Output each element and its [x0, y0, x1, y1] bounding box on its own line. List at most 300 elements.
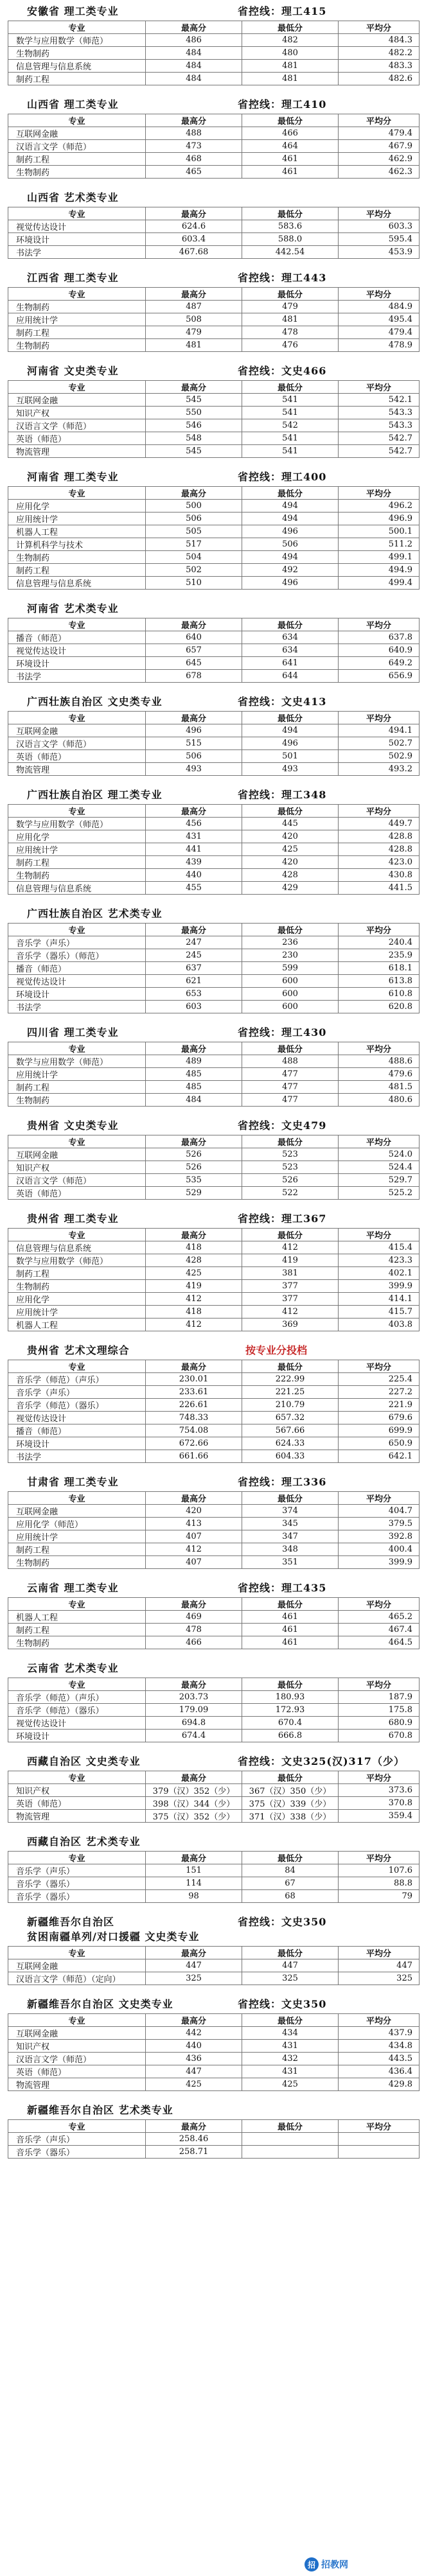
admission-section	[0, 694, 433, 776]
max-score-cell: 545	[146, 394, 242, 407]
table-row	[8, 246, 420, 259]
avg-score-cell: 187.9	[339, 1691, 420, 1704]
max-score-cell: 637	[146, 962, 242, 975]
column-header: 最高分	[146, 712, 242, 724]
min-score-cell: 348	[242, 1543, 339, 1556]
avg-score-cell: 437.9	[339, 2027, 420, 2040]
section-header	[0, 1661, 433, 1675]
avg-score-cell: 225.4	[339, 1373, 420, 1386]
avg-score-cell: 481.5	[339, 1081, 420, 1094]
table-header-row	[8, 1135, 420, 1148]
column-header: 平均分	[339, 381, 420, 394]
score-table	[8, 1597, 420, 1649]
avg-score-cell: 235.9	[339, 949, 420, 962]
table-row	[8, 538, 420, 551]
max-score-cell: 621	[146, 975, 242, 988]
section-header	[0, 787, 433, 802]
max-score-cell: 440	[146, 869, 242, 882]
major-cell: 书法学	[8, 246, 146, 259]
column-header: 平均分	[339, 805, 420, 818]
column-header: 最高分	[146, 1852, 242, 1864]
major-cell: 机器人工程	[8, 525, 146, 538]
max-score-cell: 247	[146, 936, 242, 949]
section-header	[0, 1914, 433, 1929]
max-score-cell: 412	[146, 1319, 242, 1331]
major-cell: 音乐学（声乐）	[8, 936, 146, 949]
major-cell: 应用统计学	[8, 1068, 146, 1081]
column-header: 最低分	[242, 1360, 339, 1373]
table-row	[8, 1055, 420, 1068]
min-score-cell: 221.25	[242, 1386, 339, 1399]
table-row	[8, 1972, 420, 1985]
min-score-cell: 599	[242, 962, 339, 975]
min-score-cell: 496	[242, 525, 339, 538]
column-header: 专业	[8, 1229, 146, 1241]
max-score-cell: 428	[146, 1254, 242, 1267]
score-table	[8, 1135, 420, 1200]
min-score-cell: 230	[242, 949, 339, 962]
avg-score-cell: 542.1	[339, 394, 420, 407]
avg-score-cell: 618.1	[339, 962, 420, 975]
major-cell: 音乐学（声乐）	[8, 1864, 146, 1877]
table-header-row	[8, 381, 420, 394]
max-score-cell: 496	[146, 724, 242, 737]
column-header: 最高分	[146, 114, 242, 127]
min-score-cell: 425	[242, 2078, 339, 2091]
max-score-cell: 258.71	[146, 2146, 242, 2159]
admission-section	[0, 1581, 433, 1649]
score-table	[8, 114, 420, 179]
major-cell: 信息管理与信息系统	[8, 60, 146, 73]
max-score-cell: 640	[146, 631, 242, 644]
avg-score-cell: 613.8	[339, 975, 420, 988]
table-row	[8, 1319, 420, 1331]
major-cell: 英语（师范）	[8, 2065, 146, 2078]
avg-score-cell: 434.8	[339, 2040, 420, 2053]
avg-score-cell: 642.1	[339, 1450, 420, 1463]
major-cell: 应用化学	[8, 1293, 146, 1306]
avg-score-cell: 402.1	[339, 1267, 420, 1280]
column-header: 最高分	[146, 805, 242, 818]
max-score-cell: 412	[146, 1293, 242, 1306]
major-cell: 书法学	[8, 1450, 146, 1463]
table-row	[8, 1424, 420, 1437]
table-header-row	[8, 1947, 420, 1959]
avg-score-cell: 543.3	[339, 419, 420, 432]
avg-score-cell: 640.9	[339, 644, 420, 657]
admission-section	[0, 1754, 433, 1823]
avg-score-cell: 359.4	[339, 1810, 420, 1823]
admission-section	[0, 364, 433, 458]
min-score-cell: 522	[242, 1187, 339, 1200]
max-score-cell: 481	[146, 339, 242, 352]
avg-score-cell: 467.4	[339, 1624, 420, 1636]
max-score-cell: 603.4	[146, 233, 242, 246]
column-header: 最低分	[242, 1598, 339, 1611]
column-header: 专业	[8, 207, 146, 220]
min-score-cell: 68	[242, 1890, 339, 1903]
table-header-row	[8, 288, 420, 301]
avg-score-cell: 484.3	[339, 34, 420, 47]
max-score-cell: 545	[146, 445, 242, 458]
avg-score-cell: 429.8	[339, 2078, 420, 2091]
min-score-cell: 523	[242, 1148, 339, 1161]
table-row	[8, 1161, 420, 1174]
column-header: 最低分	[242, 207, 339, 220]
column-header: 专业	[8, 1771, 146, 1784]
table-row	[8, 936, 420, 949]
max-score-cell: 515	[146, 737, 242, 750]
table-row	[8, 1556, 420, 1569]
avg-score-cell: 462.3	[339, 166, 420, 179]
max-score-cell: 418	[146, 1241, 242, 1254]
avg-score-cell: 325	[339, 1972, 420, 1985]
section-title: 河南省 文史类专业	[27, 365, 119, 377]
column-header: 最低分	[242, 114, 339, 127]
avg-score-cell: 488.6	[339, 1055, 420, 1068]
major-cell: 环境设计	[8, 1730, 146, 1742]
avg-score-cell: 403.8	[339, 1319, 420, 1331]
max-score-cell: 473	[146, 140, 242, 153]
admission-section	[0, 1025, 433, 1107]
major-cell: 生物制药	[8, 869, 146, 882]
section-header	[0, 906, 433, 920]
table-row	[8, 2040, 420, 2053]
column-header: 平均分	[339, 1042, 420, 1055]
min-score-cell: 494	[242, 500, 339, 513]
max-score-cell: 529	[146, 1187, 242, 1200]
section-header	[0, 1754, 433, 1768]
major-cell: 应用统计学	[8, 513, 146, 525]
section-header	[0, 1211, 433, 1225]
section-header	[0, 270, 433, 285]
major-cell: 书法学	[8, 670, 146, 683]
min-score-cell: 541	[242, 445, 339, 458]
column-header: 最高分	[146, 381, 242, 394]
table-row	[8, 127, 420, 140]
min-score-cell: 477	[242, 1068, 339, 1081]
admission-section	[0, 1118, 433, 1200]
table-row	[8, 1730, 420, 1742]
max-score-cell: 456	[146, 818, 242, 830]
major-cell: 音乐学（师范）（声乐）	[8, 1373, 146, 1386]
major-cell: 视觉传达设计	[8, 644, 146, 657]
score-table	[8, 287, 420, 352]
admission-section	[0, 601, 433, 683]
table-row	[8, 988, 420, 1001]
major-cell: 应用统计学	[8, 1530, 146, 1543]
major-cell: 音乐学（器乐）（师范）	[8, 949, 146, 962]
avg-score-cell: 441.5	[339, 882, 420, 895]
major-cell: 制药工程	[8, 564, 146, 577]
max-score-cell: 425	[146, 1267, 242, 1280]
max-score-cell: 226.61	[146, 1399, 242, 1412]
column-header: 平均分	[339, 1492, 420, 1505]
major-cell: 制药工程	[8, 1267, 146, 1280]
min-score-cell: 369	[242, 1319, 339, 1331]
section-header	[0, 1343, 433, 1357]
column-header: 平均分	[339, 288, 420, 301]
min-score-cell: 479	[242, 301, 339, 313]
min-score-cell: 644	[242, 670, 339, 683]
table-row	[8, 60, 420, 73]
min-score-cell: 442.54	[242, 246, 339, 259]
max-score-cell: 484	[146, 1094, 242, 1107]
min-score-cell: 481	[242, 313, 339, 326]
control-line: 省控线：理工410	[238, 98, 327, 110]
avg-score-cell: 415.4	[339, 1241, 420, 1254]
min-score-cell: 477	[242, 1081, 339, 1094]
column-header: 平均分	[339, 618, 420, 631]
table-row	[8, 419, 420, 432]
table-row	[8, 1241, 420, 1254]
section-title: 新疆维吾尔自治区	[27, 1916, 115, 1928]
admission-section	[0, 97, 433, 179]
major-cell: 互联网金融	[8, 1505, 146, 1518]
avg-score-cell: 479.4	[339, 127, 420, 140]
min-score-cell: 431	[242, 2040, 339, 2053]
column-header: 专业	[8, 1678, 146, 1691]
min-score-cell: 541	[242, 394, 339, 407]
section-header	[0, 469, 433, 484]
column-header: 专业	[8, 1598, 146, 1611]
section-header	[0, 97, 433, 111]
avg-score-cell: 680.9	[339, 1717, 420, 1730]
score-table	[8, 1946, 420, 1985]
admission-section	[0, 1211, 433, 1331]
column-header: 专业	[8, 381, 146, 394]
column-header: 平均分	[339, 207, 420, 220]
table-row	[8, 1518, 420, 1530]
table-row	[8, 166, 420, 179]
table-row	[8, 577, 420, 590]
min-score-cell: 600	[242, 988, 339, 1001]
column-header: 最低分	[242, 1678, 339, 1691]
section-header	[0, 4, 433, 18]
table-header-row	[8, 924, 420, 936]
admission-section	[0, 1834, 433, 1903]
min-score-cell: 377	[242, 1280, 339, 1293]
column-header: 最高分	[146, 21, 242, 34]
column-header: 最高分	[146, 924, 242, 936]
avg-score-cell: 649.2	[339, 657, 420, 670]
column-header: 最低分	[242, 1229, 339, 1241]
min-score-cell: 429	[242, 882, 339, 895]
max-score-cell: 442	[146, 2027, 242, 2040]
table-row	[8, 1704, 420, 1717]
avg-score-cell: 496.2	[339, 500, 420, 513]
max-score-cell: 624.6	[146, 220, 242, 233]
min-score-cell: 494	[242, 513, 339, 525]
min-score-cell: 488	[242, 1055, 339, 1068]
max-score-cell: 379（汉）352（少）	[146, 1784, 242, 1797]
avg-score-cell: 502.9	[339, 750, 420, 763]
table-row	[8, 339, 420, 352]
column-header: 最低分	[242, 2014, 339, 2027]
major-cell: 制药工程	[8, 153, 146, 166]
table-row	[8, 233, 420, 246]
table-row	[8, 513, 420, 525]
section-title: 新疆维吾尔自治区 文史类专业	[27, 1998, 173, 2010]
admission-section	[0, 1475, 433, 1569]
min-score-cell: 180.93	[242, 1691, 339, 1704]
min-score-cell: 412	[242, 1241, 339, 1254]
section-header	[0, 1475, 433, 1489]
section-title: 西藏自治区 文史类专业	[27, 1755, 141, 1767]
min-score-cell: 541	[242, 407, 339, 419]
max-score-cell: 468	[146, 153, 242, 166]
major-cell: 生物制药	[8, 1280, 146, 1293]
max-score-cell: 672.66	[146, 1437, 242, 1450]
table-row	[8, 1877, 420, 1890]
score-table	[8, 1678, 420, 1742]
table-row	[8, 644, 420, 657]
table-row	[8, 220, 420, 233]
min-score-cell: 222.99	[242, 1373, 339, 1386]
table-row	[8, 432, 420, 445]
major-cell: 汉语言文学（师范）（定向）	[8, 1972, 146, 1985]
admission-section	[0, 906, 433, 1013]
admission-section	[0, 190, 433, 259]
max-score-cell: 469	[146, 1611, 242, 1624]
min-score-cell: 542	[242, 419, 339, 432]
major-cell: 信息管理与信息系统	[8, 882, 146, 895]
table-row	[8, 724, 420, 737]
max-score-cell: 179.09	[146, 1704, 242, 1717]
major-cell: 生物制药	[8, 1556, 146, 1569]
table-row	[8, 657, 420, 670]
table-row	[8, 1254, 420, 1267]
section-title: 贵州省 艺术文理综合	[27, 1344, 130, 1356]
table-row	[8, 1959, 420, 1972]
min-score-cell: 172.93	[242, 1704, 339, 1717]
max-score-cell: 436	[146, 2053, 242, 2065]
major-cell: 知识产权	[8, 1161, 146, 1174]
min-score-cell: 347	[242, 1530, 339, 1543]
table-row	[8, 1174, 420, 1187]
min-score-cell: 375（汉）339（少）	[242, 1797, 339, 1810]
min-score-cell: 523	[242, 1161, 339, 1174]
major-cell: 英语（师范）	[8, 1187, 146, 1200]
section-title: 河南省 理工类专业	[27, 471, 119, 483]
table-row	[8, 1399, 420, 1412]
min-score-cell: 567.66	[242, 1424, 339, 1437]
major-cell: 物流管理	[8, 445, 146, 458]
min-score-cell: 604.33	[242, 1450, 339, 1463]
table-header-row	[8, 1771, 420, 1784]
avg-score-cell: 480.6	[339, 1094, 420, 1107]
major-cell: 应用化学（师范）	[8, 1518, 146, 1530]
min-score-cell: 666.8	[242, 1730, 339, 1742]
min-score-cell: 494	[242, 551, 339, 564]
max-score-cell: 484	[146, 73, 242, 85]
score-table	[8, 1491, 420, 1569]
major-cell: 制药工程	[8, 73, 146, 85]
section-title: 贵州省 文史类专业	[27, 1119, 119, 1132]
control-line: 省控线：文史413	[238, 696, 327, 708]
avg-score-cell: 414.1	[339, 1293, 420, 1306]
avg-score-cell: 404.7	[339, 1505, 420, 1518]
admission-section	[0, 2103, 433, 2159]
table-header-row	[8, 487, 420, 500]
max-score-cell: 439	[146, 856, 242, 869]
max-score-cell: 151	[146, 1864, 242, 1877]
table-row	[8, 737, 420, 750]
table-row	[8, 1412, 420, 1424]
score-table	[8, 2013, 420, 2091]
max-score-cell: 517	[146, 538, 242, 551]
table-row	[8, 2053, 420, 2065]
major-cell: 生物制药	[8, 1636, 146, 1649]
table-header-row	[8, 1598, 420, 1611]
section-title: 广西壮族自治区 艺术类专业	[27, 907, 163, 920]
score-table	[8, 711, 420, 776]
control-line: 省控线：理工400	[238, 471, 327, 483]
table-row	[8, 2027, 420, 2040]
admission-section	[0, 270, 433, 352]
table-row	[8, 1691, 420, 1704]
avg-score-cell: 479.4	[339, 326, 420, 339]
section-header	[0, 694, 433, 708]
section-title: 广西壮族自治区 理工类专业	[27, 789, 163, 801]
major-cell: 生物制药	[8, 47, 146, 60]
column-header: 平均分	[339, 1135, 420, 1148]
score-table	[8, 2119, 420, 2159]
table-row	[8, 1148, 420, 1161]
avg-score-cell: 499.1	[339, 551, 420, 564]
min-score-cell: 371（汉）338（少）	[242, 1810, 339, 1823]
column-header: 平均分	[339, 712, 420, 724]
avg-score-cell: 610.8	[339, 988, 420, 1001]
section-title: 四川省 理工类专业	[27, 1026, 119, 1038]
column-header: 最高分	[146, 1042, 242, 1055]
avg-score-cell: 227.2	[339, 1386, 420, 1399]
avg-score-cell: 483.3	[339, 60, 420, 73]
min-score-cell: 412	[242, 1306, 339, 1319]
avg-score-cell: 175.8	[339, 1704, 420, 1717]
control-line: 省控线：文史325(汉)317（少）	[238, 1755, 405, 1767]
table-header-row	[8, 805, 420, 818]
table-row	[8, 564, 420, 577]
major-cell: 知识产权	[8, 1784, 146, 1797]
major-cell: 环境设计	[8, 233, 146, 246]
avg-score-cell: 493.2	[339, 763, 420, 776]
avg-score-cell: 529.7	[339, 1174, 420, 1187]
min-score-cell: 381	[242, 1267, 339, 1280]
max-score-cell: 465	[146, 166, 242, 179]
score-table	[8, 486, 420, 590]
major-cell: 播音（师范）	[8, 962, 146, 975]
table-header-row	[8, 1042, 420, 1055]
column-header: 最低分	[242, 21, 339, 34]
table-header-row	[8, 21, 420, 34]
major-cell: 应用统计学	[8, 1306, 146, 1319]
column-header: 最低分	[242, 924, 339, 936]
avg-score-cell: 650.9	[339, 1437, 420, 1450]
major-cell: 计算机科学与技术	[8, 538, 146, 551]
control-line: 省控线：理工430	[238, 1026, 327, 1038]
table-row	[8, 407, 420, 419]
admission-section	[0, 1343, 433, 1463]
avg-score-cell: 679.6	[339, 1412, 420, 1424]
max-score-cell: 407	[146, 1530, 242, 1543]
column-header: 最高分	[146, 2120, 242, 2133]
major-cell: 视觉传达设计	[8, 975, 146, 988]
avg-score-cell: 670.8	[339, 1730, 420, 1742]
table-header-row	[8, 2120, 420, 2133]
table-row	[8, 1624, 420, 1636]
avg-score-cell: 495.4	[339, 313, 420, 326]
